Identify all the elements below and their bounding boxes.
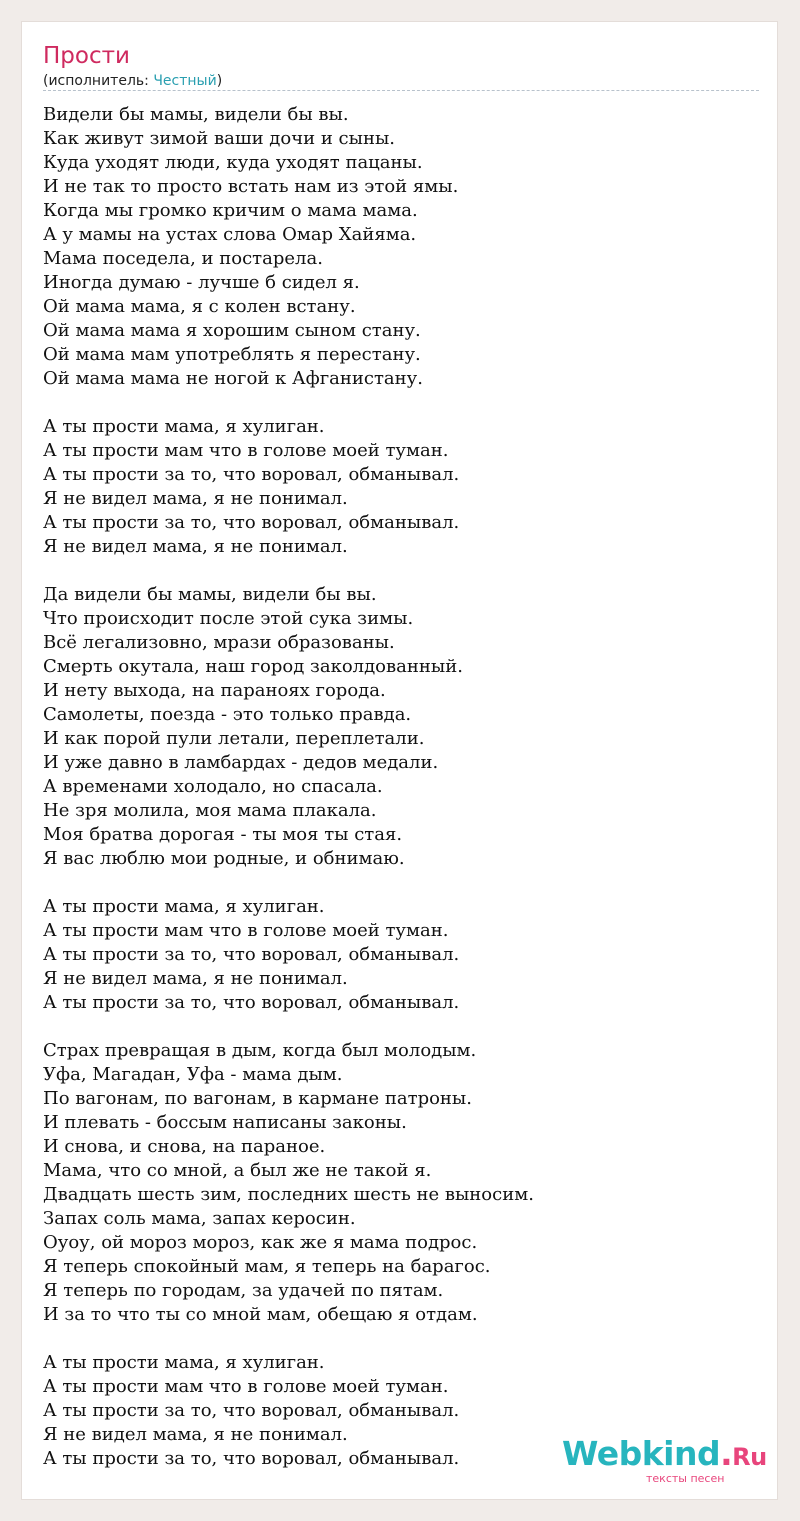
lyric-line: Ой мама мама, я с колен встану. (43, 296, 356, 317)
lyric-line: И нету выхода, на параноях города. (43, 680, 386, 701)
lyric-line: Видели бы мамы, видели бы вы. (43, 104, 349, 125)
lyric-line: А ты прости за то, что воровал, обманывал. (43, 1400, 460, 1421)
lyric-line: И снова, и снова, на параное. (43, 1136, 326, 1157)
lyric-line: Я не видел мама, я не понимал. (43, 488, 348, 509)
lyric-line: Оуоу, ой мороз мороз, как же я мама подрос. (43, 1232, 478, 1253)
lyric-line: Всё легализовно, мрази образованы. (43, 632, 395, 653)
watermark-tld: Ru (732, 1443, 767, 1471)
watermark-logo (562, 1434, 767, 1475)
lyric-line: А ты прости мам что в голове моей туман. (43, 440, 449, 461)
lyrics-stanza (43, 583, 763, 871)
lyric-line: Моя братва дорогая - ты моя ты стая. (43, 824, 403, 845)
lyric-line: Страх превращая в дым, когда был молодым. (43, 1040, 477, 1061)
song-card (21, 21, 778, 1500)
lyrics-stanza (43, 895, 763, 1015)
webkind-watermark (562, 1434, 767, 1485)
lyric-line: Куда уходят люди, куда уходят пацаны. (43, 152, 423, 173)
lyric-line: Я теперь по городам, за удачей по пятам. (43, 1280, 444, 1301)
lyric-line: И плевать - боссым написаны законы. (43, 1112, 407, 1133)
lyric-line: Что происходит после этой сука зимы. (43, 608, 414, 629)
lyric-line: А временами холодало, но спасала. (43, 776, 383, 797)
watermark-tagline: тексты песен (646, 1472, 725, 1485)
lyric-line: А у мамы на устах слова Омар Хайяма. (43, 224, 417, 245)
lyric-line: И как порой пули летали, переплетали. (43, 728, 425, 749)
lyric-line: Уфа, Магадан, Уфа - мама дым. (43, 1064, 343, 1085)
song-title: Прости (43, 43, 130, 69)
performer-link[interactable]: Честный (153, 73, 217, 89)
lyric-line: А ты прости за то, что воровал, обманывал. (43, 512, 460, 533)
lyric-line: И за то что ты со мной мам, обещаю я отдам. (43, 1304, 478, 1325)
lyric-line: Я вас люблю мои родные, и обнимаю. (43, 848, 405, 869)
watermark-dot: . (720, 1434, 733, 1473)
lyric-line: А ты прости мам что в голове моей туман. (43, 1376, 449, 1397)
lyric-line: И не так то просто встать нам из этой ямы. (43, 176, 459, 197)
lyric-line: Не зря молила, моя мама плакала. (43, 800, 377, 821)
lyric-line: Смерть окутала, наш город заколдованный. (43, 656, 463, 677)
lyric-line: Двадцать шесть зим, последних шесть не выносим. (43, 1184, 534, 1205)
title-divider (43, 90, 759, 91)
lyric-line: Самолеты, поезда - это только правда. (43, 704, 412, 725)
lyric-line: А ты прости мама, я хулиган. (43, 896, 325, 917)
lyric-line: Я не видел мама, я не понимал. (43, 968, 348, 989)
lyric-line: А ты прости мам что в голове моей туман. (43, 920, 449, 941)
lyric-line: Я не видел мама, я не понимал. (43, 536, 348, 557)
lyric-line: Когда мы громко кричим о мама мама. (43, 200, 418, 221)
lyric-line: А ты прости мама, я хулиган. (43, 416, 325, 437)
lyrics-stanza (43, 415, 763, 559)
lyrics-body (43, 103, 763, 1495)
performer-line (43, 72, 222, 90)
lyrics-stanza (43, 103, 763, 391)
lyric-line: Я теперь спокойный мам, я теперь на барагос. (43, 1256, 491, 1277)
lyric-line: И уже давно в ламбардах - дедов медали. (43, 752, 439, 773)
lyric-line: Я не видел мама, я не понимал. (43, 1424, 348, 1445)
lyric-line: Да видели бы мамы, видели бы вы. (43, 584, 377, 605)
lyric-line: Как живут зимой ваши дочи и сыны. (43, 128, 395, 149)
lyric-line: А ты прости за то, что воровал, обманывал. (43, 944, 460, 965)
performer-prefix: (исполнитель: (43, 73, 154, 89)
lyric-line: Ой мама мама я хорошим сыном стану. (43, 320, 421, 341)
lyric-line: Запах соль мама, запах керосин. (43, 1208, 356, 1229)
lyric-line: А ты прости за то, что воровал, обманывал. (43, 464, 460, 485)
lyric-line: А ты прости мама, я хулиган. (43, 1352, 325, 1373)
lyric-line: По вагонам, по вагонам, в кармане патроны. (43, 1088, 472, 1109)
lyric-line: А ты прости за то, что воровал, обманывал. (43, 1448, 460, 1469)
performer-suffix: ) (216, 73, 223, 89)
lyric-line: Иногда думаю - лучше б сидел я. (43, 272, 360, 293)
lyric-line: А ты прости за то, что воровал, обманывал. (43, 992, 460, 1013)
lyrics-stanza (43, 1039, 763, 1327)
lyric-line: Ой мама мама не ногой к Афганистану. (43, 368, 423, 389)
lyric-line: Мама, что со мной, а был же не такой я. (43, 1160, 432, 1181)
lyric-line: Ой мама мам употреблять я перестану. (43, 344, 421, 365)
lyric-line: Мама поседела, и постарела. (43, 248, 323, 269)
watermark-brand: Webkind (562, 1434, 721, 1473)
